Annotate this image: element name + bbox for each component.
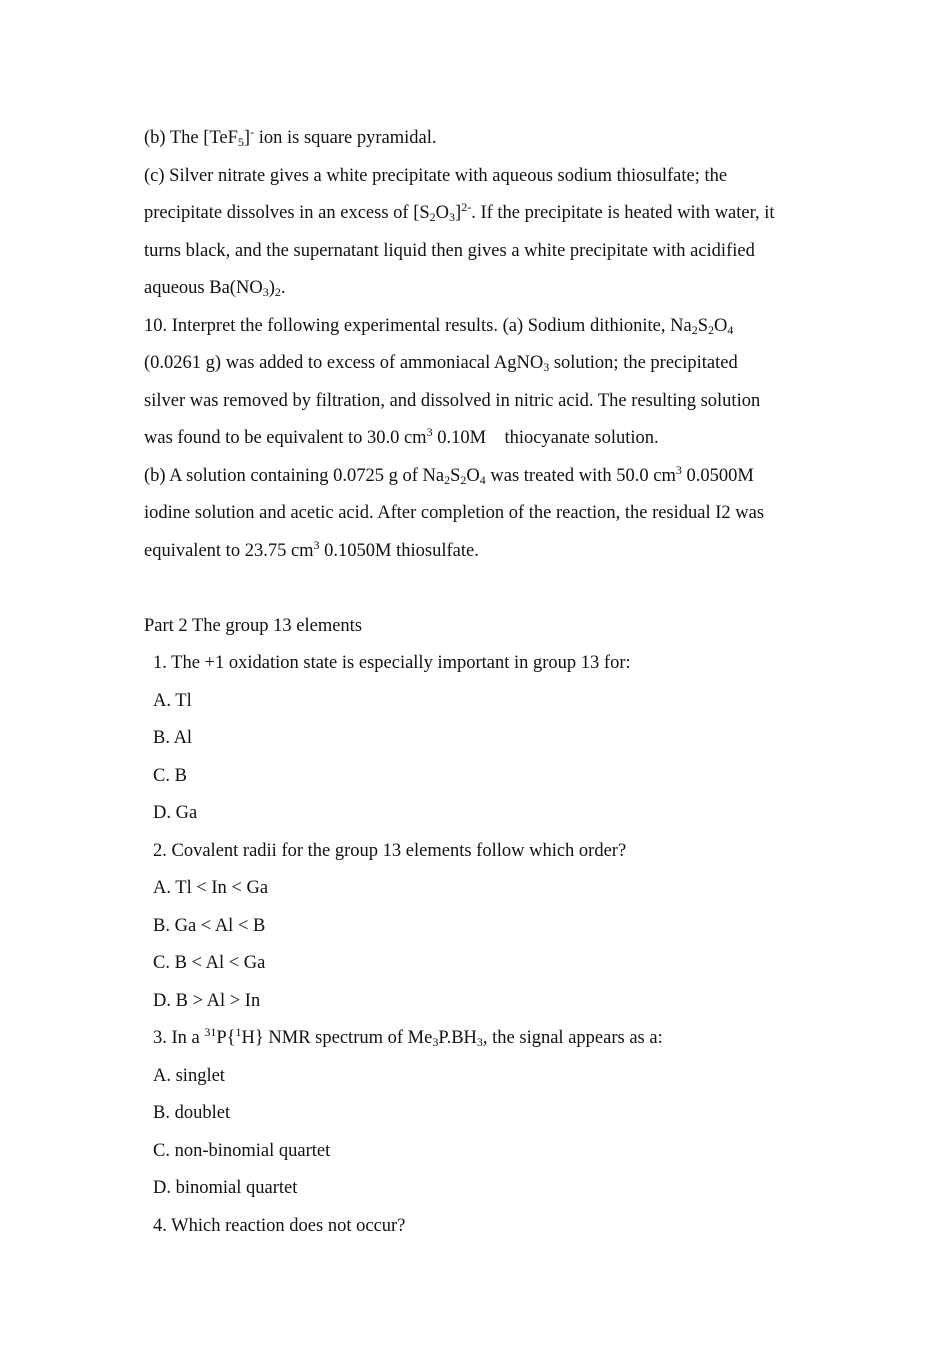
superscript: 31 bbox=[204, 1025, 217, 1039]
superscript: 3 bbox=[313, 537, 320, 552]
q10b-line-1 bbox=[144, 458, 814, 496]
question-2: 2. Covalent radii for the group 13 elements follow which order? bbox=[153, 840, 627, 861]
text: P{ bbox=[216, 1028, 236, 1048]
subscript: 3 bbox=[476, 1035, 483, 1049]
superscript: 3 bbox=[675, 462, 682, 477]
option-1c: C. B bbox=[153, 765, 187, 786]
text: 0.1050M thiosulfate. bbox=[319, 540, 479, 561]
option-1b: B. Al bbox=[153, 728, 193, 748]
q10-line-2 bbox=[144, 345, 814, 383]
option-2b: B. Ga < Al < B bbox=[153, 915, 266, 936]
section-gap bbox=[144, 570, 814, 608]
q10-line-1 bbox=[144, 308, 814, 346]
text: was found to be equivalent to 30.0 cm bbox=[144, 428, 427, 448]
question-4: 4. Which reaction does not occur? bbox=[153, 1215, 406, 1236]
question-3 bbox=[144, 1020, 814, 1058]
text: O bbox=[713, 315, 728, 336]
option-3c: C. non-binomial quartet bbox=[153, 1140, 331, 1161]
option-2c: C. B < Al < Ga bbox=[153, 953, 266, 973]
option-3a: A. singlet bbox=[153, 1065, 225, 1086]
subscript: 2 bbox=[707, 322, 714, 337]
question-1: 1. The +1 oxidation state is especially important in group 13 for: bbox=[153, 653, 631, 673]
superscript: 3 bbox=[426, 425, 433, 439]
subscript: 4 bbox=[727, 322, 734, 337]
option-2d: D. B > Al > In bbox=[153, 990, 261, 1011]
superscript: 2- bbox=[461, 200, 472, 214]
text: (b) The [TeF bbox=[144, 128, 238, 148]
text: S bbox=[450, 465, 461, 486]
superscript: - bbox=[250, 125, 255, 139]
text: H} NMR spectrum of Me bbox=[241, 1028, 433, 1048]
text: P.BH bbox=[438, 1028, 477, 1048]
subscript: 3 bbox=[449, 210, 456, 224]
page-content bbox=[144, 120, 814, 1245]
subscript: 2 bbox=[460, 472, 467, 487]
subscript: 2 bbox=[274, 285, 281, 299]
text: aqueous Ba(NO bbox=[144, 278, 263, 298]
subscript: 5 bbox=[237, 135, 244, 149]
text: was treated with 50.0 cm bbox=[485, 465, 676, 486]
q10b-line-2: iodine solution and acetic acid. After completion of the reaction, the residual I2 was bbox=[144, 503, 765, 523]
text: 10. Interpret the following experimental results. (a) Sodium dithionite, Na bbox=[144, 315, 692, 336]
q9b-line bbox=[144, 120, 814, 158]
text: ion is square pyramidal. bbox=[254, 128, 437, 148]
option-1a: A. Tl bbox=[153, 690, 192, 711]
option-2a: A. Tl < In < Ga bbox=[153, 878, 269, 898]
q9c-line-1: (c) Silver nitrate gives a white precipitate with aqueous sodium thiosulfate; the bbox=[144, 165, 728, 186]
text: . bbox=[280, 278, 286, 298]
q10b-line-3 bbox=[144, 533, 814, 571]
q10-line-4 bbox=[144, 420, 814, 458]
text: ] bbox=[455, 203, 462, 223]
text: 0.0500M bbox=[681, 465, 754, 486]
subscript: 2 bbox=[691, 322, 698, 337]
q9c-line-4 bbox=[144, 270, 814, 308]
option-1d: D. Ga bbox=[153, 803, 198, 823]
text: solution; the precipitated bbox=[549, 353, 738, 373]
section-heading: Part 2 The group 13 elements bbox=[144, 615, 363, 636]
text: equivalent to 23.75 cm bbox=[144, 540, 314, 561]
text: precipitate dissolves in an excess of [S bbox=[144, 203, 430, 223]
subscript: 3 bbox=[262, 285, 269, 299]
subscript: 3 bbox=[432, 1035, 439, 1049]
text: ] bbox=[243, 128, 251, 148]
option-3b: B. doublet bbox=[153, 1103, 231, 1123]
text: (b) A solution containing 0.0725 g of Na bbox=[144, 465, 445, 486]
subscript: 3 bbox=[543, 360, 550, 374]
text: S bbox=[697, 315, 708, 336]
text: O bbox=[435, 203, 450, 223]
superscript: 1 bbox=[235, 1025, 242, 1039]
q9c-line-3: turns black, and the supernatant liquid then gives a white precipitate with acidified bbox=[144, 240, 755, 261]
text: 3. In a bbox=[153, 1028, 205, 1048]
text: 0.10M thiocyanate solution. bbox=[432, 428, 659, 448]
q9c-line-2 bbox=[144, 195, 814, 233]
text: . If the precipitate is heated with water, it bbox=[471, 203, 775, 223]
subscript: 2 bbox=[429, 210, 436, 224]
subscript: 4 bbox=[479, 472, 486, 487]
text: (0.0261 g) was added to excess of ammoniacal AgNO bbox=[144, 353, 544, 373]
q10-line-3: silver was removed by filtration, and dissolved in nitric acid. The resulting solution bbox=[144, 390, 761, 411]
option-3d: D. binomial quartet bbox=[153, 1178, 298, 1198]
text: , the signal appears as a: bbox=[482, 1028, 663, 1048]
subscript: 2 bbox=[444, 472, 451, 487]
text: O bbox=[466, 465, 480, 486]
text: ) bbox=[268, 278, 275, 298]
